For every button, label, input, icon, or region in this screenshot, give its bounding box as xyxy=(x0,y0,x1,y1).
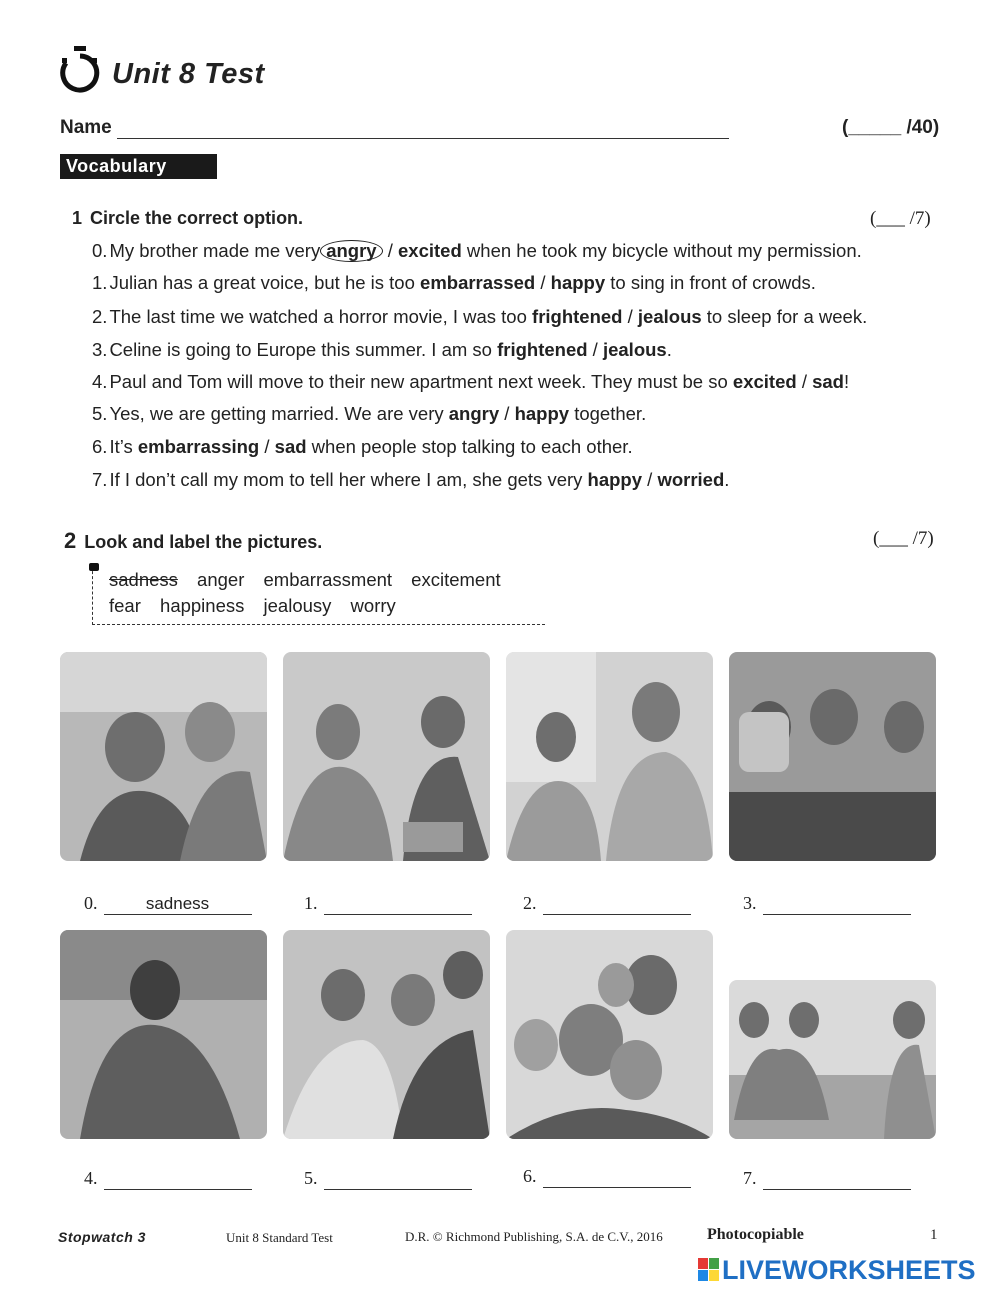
pin-icon xyxy=(89,563,99,571)
option-separator: / xyxy=(499,403,515,424)
label-6 xyxy=(523,1166,691,1188)
label-0 xyxy=(84,893,252,915)
label-number: 4. xyxy=(84,1168,98,1188)
copyright: D.R. © Richmond Publishing, S.A. de C.V., 2016 xyxy=(405,1229,663,1244)
option-a[interactable]: frightened xyxy=(532,306,623,327)
exercise-1-item xyxy=(92,436,633,458)
section-label: Vocabulary xyxy=(60,154,217,179)
total-score: (_____ /40) xyxy=(842,117,940,138)
item-number: 7. xyxy=(92,469,108,490)
item-text-end: when he took my bicycle without my permission. xyxy=(461,240,862,261)
exercise-instruction: Look and label the pictures. xyxy=(84,532,323,552)
label-4 xyxy=(84,1168,252,1190)
option-a[interactable]: excited xyxy=(732,371,797,392)
item-text-end: ! xyxy=(844,371,850,392)
item-text: It’s xyxy=(109,436,138,457)
word-bank xyxy=(92,566,545,625)
option-a[interactable]: happy xyxy=(587,469,643,490)
item-text: Yes, we are getting married. We are very xyxy=(109,403,449,424)
photocopiable: Photocopiable xyxy=(707,1226,804,1243)
answer-field[interactable] xyxy=(763,1169,911,1190)
option-separator: / xyxy=(535,272,551,293)
label-5 xyxy=(304,1168,472,1190)
option-b[interactable]: sad xyxy=(274,436,307,457)
option-a[interactable]: embarrassing xyxy=(137,436,260,457)
exercise-1-item xyxy=(92,469,729,491)
stopwatch-icon xyxy=(58,44,102,94)
item-number: 0. xyxy=(92,240,108,261)
answer-field[interactable]: sadness xyxy=(104,894,252,915)
item-text: Paul and Tom will move to their new apartment next week. They must be so xyxy=(109,371,733,392)
item-text: Celine is going to Europe this summer. I am so xyxy=(109,339,498,360)
option-b[interactable]: jealous xyxy=(602,339,667,360)
word-bank-item: excitement xyxy=(411,569,501,590)
option-separator: / xyxy=(622,306,638,327)
item-text: If I don’t call my mom to tell her where I am, she gets very xyxy=(109,469,588,490)
exercise-1-item xyxy=(92,306,867,328)
answer-field[interactable] xyxy=(324,1169,472,1190)
option-b[interactable]: worried xyxy=(657,469,725,490)
answer-field[interactable] xyxy=(763,894,911,915)
word-bank-item: anger xyxy=(197,569,245,590)
label-number: 5. xyxy=(304,1168,318,1188)
item-text: My brother made me very xyxy=(109,240,321,261)
item-text-end: . xyxy=(666,339,672,360)
exercise-1-score: (___ /7) xyxy=(870,208,931,229)
answer-field[interactable] xyxy=(543,1167,691,1188)
option-b[interactable]: sad xyxy=(812,371,844,392)
option-a[interactable]: angry xyxy=(448,403,500,424)
word-bank-item: jealousy xyxy=(263,595,332,616)
option-b[interactable]: happy xyxy=(550,272,606,293)
option-separator: / xyxy=(587,339,603,360)
word-bank-item: worry xyxy=(350,595,396,616)
label-3 xyxy=(743,893,911,915)
label-number: 1. xyxy=(304,893,318,913)
item-text-end: to sing in front of crowds. xyxy=(605,272,816,293)
item-text-end: to sleep for a week. xyxy=(701,306,868,327)
exercise-1-item xyxy=(92,339,672,361)
exercise-number: 1 xyxy=(72,208,83,228)
label-number: 2. xyxy=(523,893,537,913)
photo-sadness xyxy=(60,652,267,861)
name-label: Name xyxy=(60,117,112,138)
name-field[interactable] xyxy=(117,138,729,139)
item-text: Julian has a great voice, but he is too xyxy=(109,272,421,293)
page-number: 1 xyxy=(930,1227,938,1243)
word-bank-line-2 xyxy=(109,595,410,617)
label-1 xyxy=(304,893,472,915)
answer-field[interactable] xyxy=(324,894,472,915)
word-bank-item: happiness xyxy=(160,595,245,616)
exercise-instruction: Circle the correct option. xyxy=(90,208,304,228)
option-separator: / xyxy=(642,469,658,490)
answer-field[interactable] xyxy=(104,1169,252,1190)
label-number: 3. xyxy=(743,893,757,913)
label-number: 7. xyxy=(743,1168,757,1188)
word-bank-item: fear xyxy=(109,595,141,616)
photo-embarrassment xyxy=(283,652,490,861)
brand-logo: Stopwatch 3 xyxy=(58,1229,146,1245)
item-text-end: when people stop talking to each other. xyxy=(306,436,633,457)
option-b[interactable]: jealous xyxy=(637,306,702,327)
photo-excitement xyxy=(283,930,490,1139)
option-separator: / xyxy=(382,240,399,261)
liveworksheets-logo-icon xyxy=(698,1258,720,1282)
item-number: 4. xyxy=(92,371,108,392)
item-text-end: together. xyxy=(569,403,647,424)
option-separator: / xyxy=(796,371,813,392)
item-number: 1. xyxy=(92,272,108,293)
word-bank-line-1 xyxy=(109,569,515,591)
photo-worry xyxy=(60,930,267,1139)
item-number: 3. xyxy=(92,339,108,360)
item-number: 5. xyxy=(92,403,108,424)
photo-fear xyxy=(729,652,936,861)
label-number: 6. xyxy=(523,1166,537,1186)
exercise-2-score: (___ /7) xyxy=(873,528,934,549)
word-bank-item: embarrassment xyxy=(263,569,393,590)
photo-jealousy xyxy=(506,652,713,861)
option-a[interactable]: embarrassed xyxy=(420,272,536,293)
label-7 xyxy=(743,1168,911,1190)
exercise-1-item xyxy=(92,403,646,425)
option-a[interactable]: angry xyxy=(320,240,382,262)
watermark: LIVEWORKSHEETS xyxy=(722,1255,976,1285)
photo-happiness xyxy=(506,930,713,1139)
page-title: Unit 8 Test xyxy=(112,58,265,90)
option-b[interactable]: excited xyxy=(398,240,462,261)
exercise-number: 2 xyxy=(64,528,77,553)
item-number: 2. xyxy=(92,306,108,327)
option-separator: / xyxy=(259,436,275,457)
item-text: The last time we watched a horror movie, I was too xyxy=(109,306,533,327)
exercise-1-heading xyxy=(72,208,303,229)
item-text-end: . xyxy=(724,469,730,490)
exercise-1-item xyxy=(92,371,849,393)
test-name: Unit 8 Standard Test xyxy=(226,1230,333,1245)
photo-anger xyxy=(729,980,936,1139)
exercise-2-heading xyxy=(64,528,322,554)
exercise-1-item xyxy=(92,272,816,294)
option-a[interactable]: frightened xyxy=(497,339,588,360)
word-bank-item: sadness xyxy=(109,569,178,590)
answer-field[interactable] xyxy=(543,894,691,915)
label-2 xyxy=(523,893,691,915)
item-number: 6. xyxy=(92,436,108,457)
exercise-1-item xyxy=(92,240,862,262)
option-b[interactable]: happy xyxy=(514,403,570,424)
label-number: 0. xyxy=(84,893,98,913)
